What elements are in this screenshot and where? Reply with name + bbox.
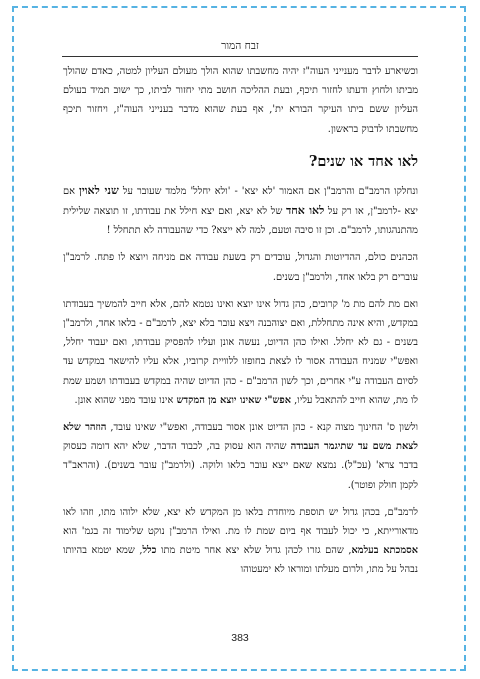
- paragraph-5-bold-2: כלל: [142, 545, 157, 557]
- running-header: זבח המור: [62, 40, 418, 57]
- paragraph-5-bold-1: אסמכתא בעלמא: [351, 545, 418, 557]
- paragraph-1-bold-2: לאו אחד: [285, 204, 325, 218]
- paragraph-3-bold-1: אפש"י שאינו יוצא מן המקדש: [176, 394, 291, 406]
- page-content: [63, 62, 418, 588]
- paragraph-1: [63, 181, 418, 241]
- paragraph-5-text-1: לרמב"ם, בכהן גדול יש תוספת מיוחדת בלאו מן המקדש לא יצא, שלא ילוהו מתו, וזהו לאו מדאורייתא, כי יכול לעבוד אף ביום שמת לו מת. ואילו הרמב"ן נוקט שלימוד זה בגמ' הוא: [63, 506, 418, 538]
- paragraph-4-text-2: שהיה הוא עסוק בה, לכבוד הדבר, שלא יהא דומה כעסוק בדבר צרא' (עכ"ל). נמצא שאם ייצא עובר בלאו ולוקה. (ולרמב"ן עובר בשנים). (והראב"ד לקמן חולק ופוטר).: [63, 441, 418, 491]
- paragraph-1-bold-1: שני לאוין: [79, 183, 119, 197]
- paragraph-1-text-3: של לא יצא, ואם יצא חילל את עבודתו, זו תוצאה שלילית מהתנהגותו, לרמב"ם. וכן זו סיבה וטעם, למה לא ייצא? כדי שהעבודה לא תתחלל !: [63, 206, 418, 237]
- paragraph-5: [63, 503, 418, 580]
- intro-paragraph: וכשיארע לדבר מענייני העוה"ז יהיה מחשבתו שהוא הולך מעולם העליון למטה, כאדם שהולך מביתו ולחוץ ודעתו לחזור תיכף, ובעת ההליכה חושב מתי יחזור לביתו, כך ישוב תמיד בעולם העליון ששם ביתו העיקר הבורא ית', אף בעת שהוא מדבר בענייני העוה"ז, ויחזור תיכף מחשבתו לדבוק בראשון.: [63, 66, 418, 135]
- paragraph-1-text-1: ונחלקו הרמב"ם והרמב"ן אם האמור 'לא יצא' - 'ולא יחלל' מלמד שעובר על: [122, 185, 418, 197]
- paragraph-3-text-2: אינו עובד מפני שהוא אונן.: [74, 394, 174, 406]
- paragraph-5-text-3: , שמא יטמא בהיותו נבהל על מתו, ולרום מעלתו ומוראו לא ימעטוהו: [63, 545, 418, 576]
- paragraph-4-bold-1: הוזהר שלא לצאת משם עד שתיגמר העבודה: [63, 422, 419, 453]
- paragraph-3-text-1: ואם מת להם מת מ' קרובים, כהן גדול אינו יוצא ואינו נטמא להם, אלא חייב להמשיך בעבודתו במקדש, והיא אינה מתחללת, ואם יצוהבנה ויצא עובר בלא יצא, לרמב"ם - בלאו אחד, ולרמב"ן בשנים - גם לא יחלל. ואילו כהן הדיוט, נעשה אונן ועליו להפסיק עבודתו, ואם יעבוד יחלל, ואפש"י שמניח העבודה אסור לו לצאת בחופזו ללוויית קרוביו, אלא עליו להישאר במקדש עד לסיום העבודה ע"י אחרים, וכך לשון הרמב"ם - כהן הדיוט שהיה במקדש בעבודתו ושמע שמת לו מת, שהוא חייב להתאבל עליו,: [63, 298, 418, 406]
- paragraph-5-text-2: , שהם גזרו לכהן גדול שלא יצא אחר מיטת מתו: [160, 545, 352, 557]
- section-heading: לאו אחד או שנים?: [308, 152, 418, 170]
- paragraph-2: הכהנים כולם, ההדיוטות והגדול, עובדים רק בשעת עבודה אם מניחה ויוצא לו פתח. לרמב"ן עוברים רק בלאו אחד, ולרמב"ן בשנים.: [63, 252, 418, 283]
- page-number: 383: [231, 632, 249, 644]
- paragraph-4-text-1: ולשון ס' החינוך מצוה קנא - כהן הדיוט אונן אסור בעבודה, ואפש"י שאינו עובד,: [110, 422, 419, 434]
- paragraph-1-text-2: אם יצא -לרמב"ן, או רק על: [63, 185, 418, 218]
- paragraph-3: [63, 295, 418, 410]
- paragraph-4: [63, 418, 418, 495]
